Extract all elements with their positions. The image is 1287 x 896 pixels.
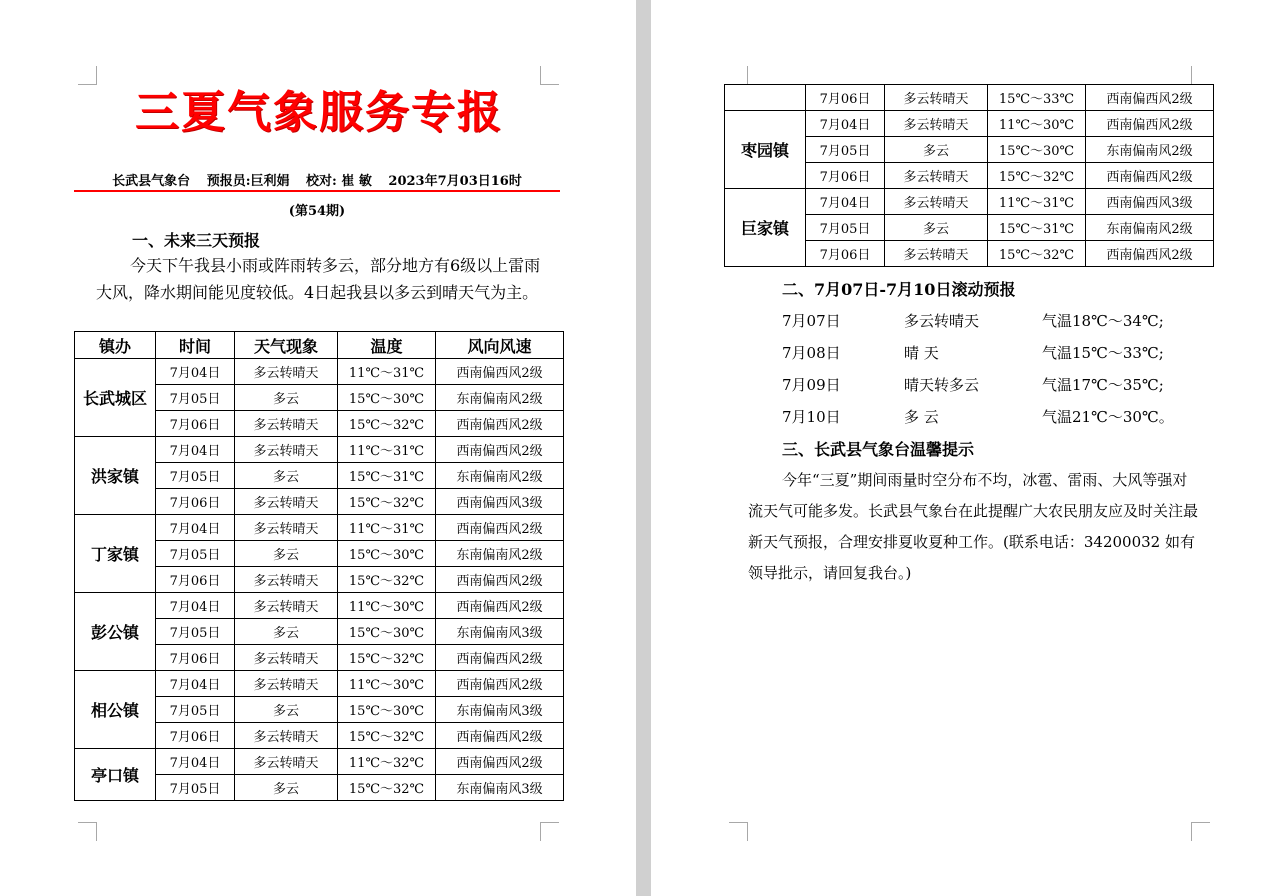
date-cell: 7月04日 — [806, 189, 885, 215]
table-row — [75, 515, 564, 541]
table-row — [75, 671, 564, 697]
proofreader: 校对: 崔 敏 — [306, 174, 372, 189]
wind-cell: 东南偏南风2级 — [436, 463, 564, 489]
page-gap — [636, 0, 651, 896]
date-cell: 7月05日 — [156, 697, 235, 723]
weather-cell: 多云转晴天 — [235, 359, 338, 385]
red-divider — [74, 190, 560, 192]
temp-cell: 11℃～30℃ — [988, 111, 1086, 137]
date-cell: 7月04日 — [156, 515, 235, 541]
roll-temp: 气温18℃～34℃; — [1042, 312, 1164, 330]
weather-cell: 多云转晴天 — [235, 645, 338, 671]
date-cell: 7月05日 — [156, 619, 235, 645]
weather-cell: 多云转晴天 — [885, 189, 988, 215]
town-name-cell: 丁家镇 — [75, 515, 156, 593]
temp-cell: 15℃～31℃ — [988, 215, 1086, 241]
date-cell: 7月05日 — [806, 137, 885, 163]
issue-number: (第54期) — [288, 204, 346, 219]
roll-date: 7月10日 — [782, 408, 841, 426]
weather-cell: 多云转晴天 — [235, 593, 338, 619]
temp-cell: 11℃～30℃ — [338, 593, 436, 619]
column-header: 温度 — [338, 332, 436, 359]
table-row — [75, 749, 564, 775]
wind-cell: 西南偏西风2级 — [436, 437, 564, 463]
weather-cell: 多云 — [235, 697, 338, 723]
town-name-cell: 巨家镇 — [725, 189, 806, 267]
temp-cell: 15℃～32℃ — [338, 489, 436, 515]
report-title: 三夏气象服务专报 — [135, 87, 503, 138]
weather-cell: 多云转晴天 — [885, 241, 988, 267]
roll-date: 7月08日 — [782, 344, 841, 362]
date-cell: 7月06日 — [806, 241, 885, 267]
date-cell: 7月06日 — [156, 411, 235, 437]
wind-cell: 东南偏南风3级 — [436, 619, 564, 645]
wind-cell: 西南偏西风2级 — [436, 671, 564, 697]
crop-mark — [540, 822, 559, 841]
section1-text: 今天下午我县小雨或阵雨转多云，部分地方有6级以上雷雨大风，降水期间能见度较低。4日起我县以多云到晴天气为主。 — [96, 256, 541, 302]
roll-temp: 气温21℃～30℃。 — [1042, 408, 1174, 426]
temp-cell: 15℃～32℃ — [338, 567, 436, 593]
town-name-cell: 彭公镇 — [75, 593, 156, 671]
forecast-table-continued — [724, 84, 1214, 267]
temp-cell: 11℃～31℃ — [988, 189, 1086, 215]
column-header: 时间 — [156, 332, 235, 359]
issuer: 长武县气象台 — [112, 174, 191, 189]
wind-cell: 东南偏南风2级 — [1086, 215, 1214, 241]
table-row — [725, 85, 1214, 111]
wind-cell: 西南偏西风2级 — [436, 359, 564, 385]
roll-date: 7月07日 — [782, 312, 841, 330]
crop-mark — [729, 66, 748, 85]
wind-cell: 西南偏西风2级 — [436, 593, 564, 619]
wind-cell: 西南偏西风3级 — [1086, 189, 1214, 215]
weather-cell: 多云转晴天 — [885, 111, 988, 137]
roll-date: 7月09日 — [782, 376, 841, 394]
section3-text: 今年“三夏”期间雨量时空分布不均，冰雹、雷雨、大风等强对流天气可能多发。长武县气象台在此提醒广大农民朋友应及时关注最新天气预报，合理安排夏收夏种工作。(联系电话：34200032 如有领导批示，请回复我台。) — [748, 471, 1199, 582]
column-header: 镇办 — [75, 332, 156, 359]
wind-cell: 西南偏西风3级 — [436, 489, 564, 515]
temp-cell: 15℃～30℃ — [338, 385, 436, 411]
wind-cell: 西南偏西风2级 — [1086, 163, 1214, 189]
roll-weather: 多 云 — [904, 408, 939, 426]
date-cell: 7月06日 — [156, 489, 235, 515]
temp-cell: 11℃～30℃ — [338, 671, 436, 697]
weather-cell: 多云 — [235, 541, 338, 567]
weather-cell: 多云转晴天 — [235, 723, 338, 749]
column-header: 风向风速 — [436, 332, 564, 359]
column-header: 天气现象 — [235, 332, 338, 359]
wind-cell: 东南偏南风2级 — [1086, 137, 1214, 163]
weather-cell: 多云 — [235, 385, 338, 411]
town-name-cell: 洪家镇 — [75, 437, 156, 515]
date-cell: 7月05日 — [156, 541, 235, 567]
weather-cell: 多云 — [885, 137, 988, 163]
document-page-1 — [0, 0, 636, 896]
wind-cell: 西南偏西风2级 — [436, 749, 564, 775]
wind-cell: 东南偏南风3级 — [436, 775, 564, 801]
section2-heading: 二、7月07日-7月10日滚动预报 — [782, 280, 1016, 299]
date-cell: 7月04日 — [156, 749, 235, 775]
date-cell: 7月05日 — [806, 215, 885, 241]
wind-cell: 西南偏西风2级 — [436, 645, 564, 671]
temp-cell: 15℃～30℃ — [338, 697, 436, 723]
weather-cell: 多云 — [885, 215, 988, 241]
weather-cell: 多云转晴天 — [235, 437, 338, 463]
town-cell-continued — [725, 85, 806, 111]
table-row — [75, 593, 564, 619]
date-cell: 7月05日 — [156, 385, 235, 411]
date-cell: 7月06日 — [806, 85, 885, 111]
wind-cell: 东南偏南风2级 — [436, 541, 564, 567]
weather-cell: 多云 — [235, 775, 338, 801]
date-cell: 7月05日 — [156, 775, 235, 801]
date-cell: 7月04日 — [156, 671, 235, 697]
roll-weather: 晴天转多云 — [904, 376, 980, 394]
town-name-cell: 枣园镇 — [725, 111, 806, 189]
temp-cell: 15℃～32℃ — [338, 411, 436, 437]
table-row — [75, 359, 564, 385]
date-cell: 7月06日 — [156, 567, 235, 593]
section3-heading: 三、长武县气象台温馨提示 — [782, 440, 975, 459]
date-cell: 7月04日 — [156, 437, 235, 463]
temp-cell: 15℃～33℃ — [988, 85, 1086, 111]
crop-mark — [729, 822, 748, 841]
roll-weather: 多云转晴天 — [904, 312, 980, 330]
section1-heading: 一、未来三天预报 — [132, 231, 261, 250]
issue-datetime: 2023年7月03日16时 — [388, 174, 522, 189]
wind-cell: 西南偏西风2级 — [1086, 111, 1214, 137]
temp-cell: 15℃～32℃ — [338, 723, 436, 749]
date-cell: 7月06日 — [806, 163, 885, 189]
table-row — [75, 437, 564, 463]
weather-cell: 多云 — [235, 619, 338, 645]
temp-cell: 15℃～30℃ — [338, 619, 436, 645]
issuer-line — [74, 170, 560, 189]
crop-mark — [78, 822, 97, 841]
wind-cell: 东南偏南风3级 — [436, 697, 564, 723]
weather-cell: 多云转晴天 — [235, 411, 338, 437]
temp-cell: 11℃～31℃ — [338, 437, 436, 463]
weather-cell: 多云转晴天 — [235, 749, 338, 775]
table-row — [725, 111, 1214, 137]
town-name-cell: 相公镇 — [75, 671, 156, 749]
weather-cell: 多云转晴天 — [235, 489, 338, 515]
temp-cell: 15℃～30℃ — [338, 541, 436, 567]
temp-cell: 15℃～32℃ — [988, 163, 1086, 189]
weather-cell: 多云 — [235, 463, 338, 489]
temp-cell: 11℃～31℃ — [338, 515, 436, 541]
temp-cell: 15℃～32℃ — [338, 645, 436, 671]
date-cell: 7月06日 — [156, 723, 235, 749]
roll-temp: 气温15℃～33℃; — [1042, 344, 1164, 362]
weather-cell: 多云转晴天 — [235, 567, 338, 593]
temp-cell: 15℃～32℃ — [338, 775, 436, 801]
temp-cell: 15℃～31℃ — [338, 463, 436, 489]
weather-cell: 多云转晴天 — [885, 163, 988, 189]
temp-cell: 15℃～30℃ — [988, 137, 1086, 163]
roll-temp: 气温17℃～35℃; — [1042, 376, 1164, 394]
date-cell: 7月04日 — [806, 111, 885, 137]
temp-cell: 11℃～32℃ — [338, 749, 436, 775]
wind-cell: 西南偏西风2级 — [1086, 85, 1214, 111]
date-cell: 7月04日 — [156, 359, 235, 385]
wind-cell: 西南偏西风2级 — [436, 567, 564, 593]
temp-cell: 15℃～32℃ — [988, 241, 1086, 267]
weather-cell: 多云转晴天 — [235, 515, 338, 541]
wind-cell: 西南偏西风2级 — [436, 723, 564, 749]
temp-cell: 11℃～31℃ — [338, 359, 436, 385]
table-header-row — [75, 332, 564, 359]
weather-cell: 多云转晴天 — [885, 85, 988, 111]
roll-weather: 晴 天 — [904, 344, 939, 362]
wind-cell: 西南偏西风2级 — [436, 411, 564, 437]
forecaster: 预报员:巨利娟 — [206, 174, 290, 189]
forecast-table — [74, 331, 564, 801]
town-name-cell: 亭口镇 — [75, 749, 156, 801]
crop-mark — [1191, 822, 1210, 841]
date-cell: 7月05日 — [156, 463, 235, 489]
date-cell: 7月06日 — [156, 645, 235, 671]
table-row — [725, 189, 1214, 215]
wind-cell: 西南偏西风2级 — [436, 515, 564, 541]
town-name-cell: 长武城区 — [75, 359, 156, 437]
weather-cell: 多云转晴天 — [235, 671, 338, 697]
wind-cell: 东南偏南风2级 — [436, 385, 564, 411]
wind-cell: 西南偏西风2级 — [1086, 241, 1214, 267]
date-cell: 7月04日 — [156, 593, 235, 619]
crop-mark — [1191, 66, 1210, 85]
